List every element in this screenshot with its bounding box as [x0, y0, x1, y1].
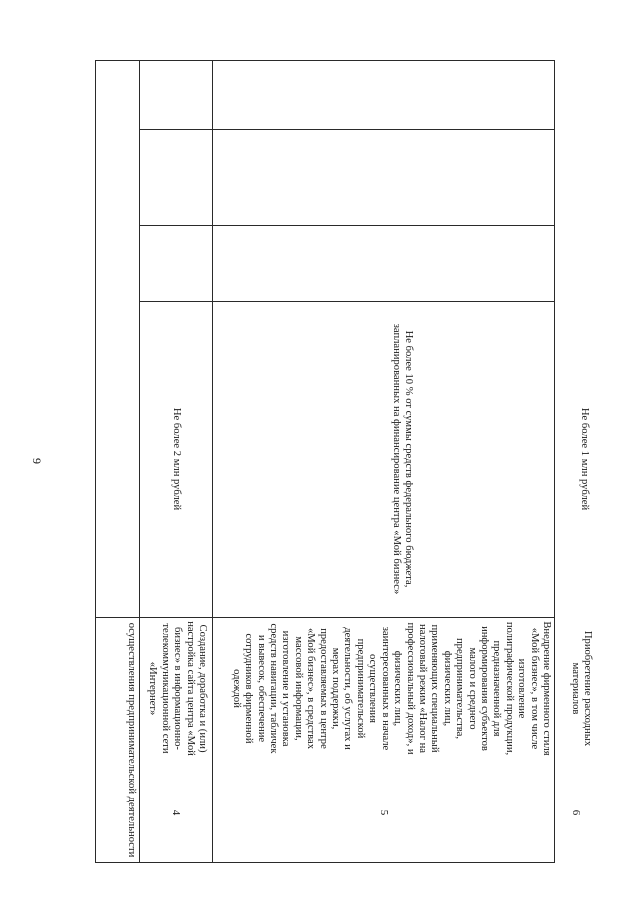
row-5-description: Внедрение фирменного стиля «Мой бизнес», в том числе изготовление полиграфической продукции, предназначенной для информирования субъектов малого и среднего предпринимательства, физических лиц, применяющих специальный налоговый режим «Налог на профессиональный доход», и физических лиц, заинтересованных в начале осуществления предпринимательской деятельности, об услугах и мерах поддержки, предоставляемых в центре «Мой бизнес», в средствах массовой информации, изготовление и установка средств навигации, табличек и вывесок, обеспечение сотрудников фирменной одеждой: [230, 621, 552, 756]
row-5-cost: Не более 10 % от суммы средств федерального бюджета, запланированных на финансирование центра «Мой бизнес»: [390, 323, 414, 595]
row-5-number: 5: [378, 809, 390, 816]
row-6-number: 6: [570, 809, 582, 816]
row-6-description: Приобретение расходных материалов: [569, 630, 593, 747]
budget-table: [95, 60, 593, 863]
column-divider: [139, 225, 554, 226]
row-4-cost: Не более 2 млн рублей: [171, 407, 182, 511]
column-divider: [139, 129, 554, 130]
row-continued-description: осуществления предпринимательской деятельности: [126, 622, 137, 858]
row-4-description: Создание, доработка и (или) настройка сайта центра «Мой бизнес» в информационно-телекоммуникационной сети «Интернет»: [147, 621, 208, 756]
row-6-cost: Не более 1 млн рублей: [579, 407, 590, 511]
page-number: 9: [30, 458, 44, 464]
row-4-number-cell: 4: [170, 809, 182, 816]
